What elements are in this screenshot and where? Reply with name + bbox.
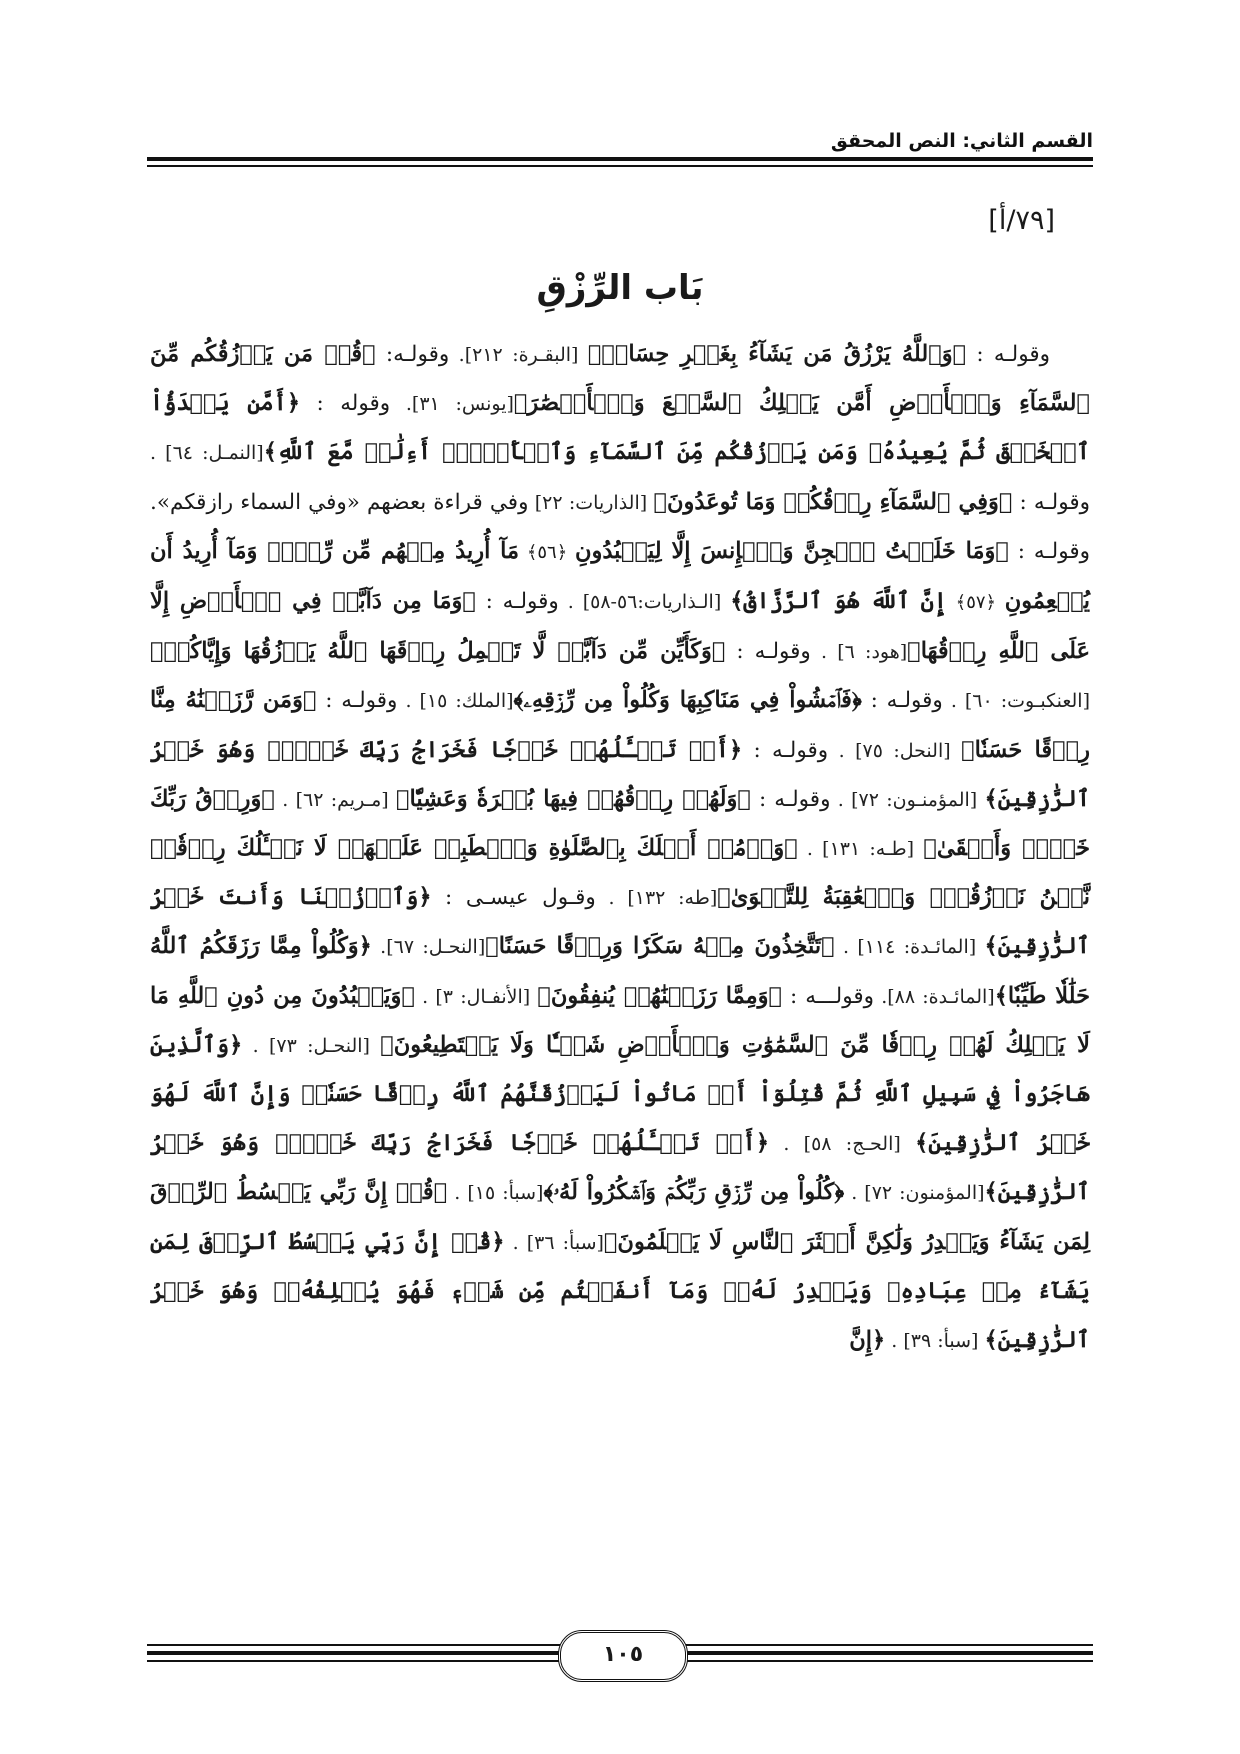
- ornate-bracket-open: ﴿: [851, 687, 862, 714]
- quran-verse: قُلۡ إِنَّ رَبِّي يَبۡسُطُ ٱلرِّزۡقَ لِمَن يَشَآءُ وَيَقۡدِرُ وَلَٰكِنَّ أَكۡثَرَ ٱلنَّاسِ لَا يَعۡلَمُونَ: [150, 1179, 1091, 1255]
- verse-citation: [الذاريات: ٢٢]: [528, 491, 654, 514]
- ornate-bracket-open: ﴿: [401, 982, 415, 1009]
- chapter-title: بَاب الرِّزْقِ: [536, 268, 704, 308]
- ornate-bracket-close: ﴾: [380, 1031, 394, 1058]
- body-text: [150, 330, 1090, 1560]
- verse-citation: [يونس: ٣١].: [390, 393, 514, 416]
- quran-verse: وَكَأَيِّن مِّن دَآبَّةٖ لَّا تَحۡمِلُ رِزۡقَهَا ٱللَّهُ يَرۡزُقُهَا وَإِيَّاكُمۡ: [163, 638, 712, 665]
- ornate-bracket-close: ﴾: [587, 341, 602, 367]
- verse-citation: [النحـل: ٦٧].: [371, 936, 486, 959]
- ornate-bracket-open: ﴿: [362, 341, 376, 367]
- body-paragraph: [150, 330, 1090, 1365]
- quran-verse: إِنَّ ٱللَّهَ هُوَ ٱلرَّزَّاقُ: [743, 588, 947, 615]
- prose-segment: وقولـه :: [750, 786, 831, 812]
- quran-verse: وَمَن رَّزَقۡنَٰهُ مِنَّا رِزۡقًا حَسَنٗا: [150, 687, 1090, 763]
- verse-citation: [الـذاريات:٥٦-٥٨] .: [558, 591, 731, 614]
- verse-citation: [البقـرة: ٢١٢].: [449, 344, 588, 366]
- verse-number-marker: ﴿٥٦﴾: [519, 541, 575, 563]
- verse-citation: [سبأ: ٣٦] .: [504, 1231, 604, 1254]
- ornate-bracket-open: ﴿: [998, 488, 1013, 515]
- manuscript-folio-reference: [٧٩/أ]: [988, 205, 1055, 236]
- quran-verse: وَٱرۡزُقۡنَا وَأَنتَ خَيۡرُ ٱلرَّٰزِقِينَ: [150, 884, 1090, 960]
- quran-verse: وَأۡمُرۡ أَهۡلَكَ بِٱلصَّلَوٰةِ وَٱصۡطَبِرۡ عَلَيۡهَاۖ لَا نَسۡـَٔلُكَ رِزۡقٗاۖ نَّحۡنُ نَرۡزُقُكَۗ وَٱلۡعَٰقِبَةُ لِلتَّقۡوَىٰ: [150, 835, 1090, 911]
- verse-citation: [الحـج: ٥٨] .: [769, 1133, 916, 1156]
- ornate-bracket-close: ﴾: [717, 884, 731, 911]
- quran-verse: وَفِي ٱلسَّمَآءِ رِزۡقُكُمۡ وَمَا تُوعَدُونَ: [666, 488, 999, 515]
- prose-segment: وقولـه :: [1012, 489, 1091, 515]
- ornate-bracket-close: ﴾: [485, 933, 499, 960]
- ornate-bracket-close: ﴾: [984, 785, 998, 812]
- ornate-bracket-open: ﴿: [261, 785, 275, 812]
- ornate-bracket-open: ﴿: [302, 687, 317, 714]
- prose-segment: وقولـه :: [742, 737, 829, 763]
- prose-segment: وقولـــه :: [782, 983, 875, 1009]
- quran-verse: وَكُلُواْ مِمَّا رَزَقَكُمُ ٱللَّهُ حَلَٰلٗا طَيِّبٗا: [150, 933, 1091, 1009]
- ornate-bracket-open: ﴿: [872, 1327, 886, 1354]
- verse-citation: [المائـدة: ١١٤] .: [834, 936, 985, 959]
- ornate-bracket-open: ﴿: [768, 982, 783, 1009]
- quran-verse: إِنَّ: [849, 1327, 873, 1354]
- verse-citation: [النمـل: ٦٤] .: [150, 442, 264, 465]
- ornate-bracket-close: ﴾: [994, 982, 1008, 1009]
- quran-verse: تَتَّخِذُونَ مِنۡهُ سَكَرٗا وَرِزۡقًا حَسَنًا: [498, 933, 822, 960]
- ornate-bracket-open: ﴿: [834, 1179, 845, 1206]
- ornate-bracket-close: ﴾: [396, 785, 410, 812]
- ornate-bracket-close: ﴾: [923, 835, 937, 862]
- quran-verse: وَرِزۡقُ رَبِّكَ خَيۡرٞ وَأَبۡقَىٰ: [150, 785, 1091, 862]
- verse-citation: [المؤمنـون: ٧٢] .: [830, 788, 985, 811]
- verse-citation: [سبأ: ١٥] .: [447, 1182, 544, 1205]
- quran-verse: وَمَا خَلَقۡتُ ٱلۡجِنَّ وَٱلۡإِنسَ إِلَّا لِيَعۡبُدُونِ: [574, 537, 996, 564]
- quran-verse: وَمِمَّا رَزَقۡنَٰهُمۡ يُنفِقُونَ: [550, 982, 769, 1009]
- ornate-bracket-open: ﴿: [737, 785, 751, 812]
- quran-verse: وَٱلَّذِينَ هَاجَرُواْ فِي سَبِيلِ ٱللَّهِ ثُمَّ قُتِلُوٓاْ أَوۡ مَاتُواْ لَيَرۡزُقَنَّهُمُ ٱللَّهُ رِزۡقًا حَسَنٗاۚ وَإِنَّ ٱللَّهَ لَهُوَ خَيۡرُ ٱلرَّٰزِقِينَ: [150, 1031, 1091, 1157]
- prose-segment: وقوله :: [300, 391, 391, 417]
- ornate-bracket-close: ﴾: [603, 1228, 618, 1255]
- running-header: القسم الثاني: النص المحقق: [830, 130, 1093, 152]
- quran-verse: قُلۡ إِنَّ رَبِّي يَبۡسُطُ ٱلرِّزۡقَ لِمَن يَشَآءُ مِنۡ عِبَادِهِۦ وَيَقۡدِرُ لَهُۥۚ وَمَآ أَنفَقۡتُم مِّن شَيۡءٖ فَهُوَ يُخۡلِفُهُۥۖ وَهُوَ خَيۡرُ ٱلرَّٰزِقِينَ: [150, 1228, 1090, 1354]
- verse-citation: [سبأ: ٣٩] .: [885, 1330, 985, 1353]
- ornate-bracket-open: ﴿: [491, 1228, 505, 1255]
- ornate-bracket-open: ﴿: [418, 884, 432, 911]
- ornate-bracket-open: ﴿: [821, 933, 835, 960]
- ornate-bracket-open: ﴿: [229, 1031, 243, 1058]
- ornate-bracket-close: ﴾: [653, 488, 667, 515]
- quran-verse: أَمۡ تَسۡـَٔلُهُمۡ خَرۡجٗا فَخَرَاجُ رَبِّكَ خَيۡرٞۖ وَهُوَ خَيۡرُ ٱلرَّٰزِقِينَ: [150, 1130, 1090, 1206]
- prose-segment: وقولـه:: [375, 342, 450, 367]
- quran-verse: وَٱللَّهُ يَرْزُقُ مَن يَشَآءُ بِغَيۡرِ حِسَابٖ: [601, 341, 953, 367]
- prose-segment: وفي قراءة بعضهم «وفي السماء رازقكم». وقولـه :: [150, 489, 1090, 564]
- ornate-bracket-close: ﴾: [543, 1179, 554, 1206]
- ornate-bracket-close: ﴾: [984, 1179, 998, 1206]
- verse-citation: [طـه: ١٣١] .: [797, 838, 924, 861]
- quran-verse: فَٱمۡشُواْ فِي مَنَاكِبِهَا وَكُلُواْ مِن رِّزۡقِهِۦ: [523, 687, 852, 714]
- verse-citation: [النحل: ٧٥] .: [828, 739, 962, 762]
- verse-citation: [النحـل: ٧٣] .: [242, 1034, 381, 1057]
- quran-verse: أَمۡ تَسۡـَٔلُهُمۡ خَرۡجٗا فَخَرَاجُ رَبِّكَ خَيۡرٞۖ وَهُوَ خَيۡرُ ٱلرَّٰزِقِينَ: [150, 736, 1091, 812]
- verse-citation: [المائـدة: ٨٨].: [874, 985, 995, 1008]
- ornate-bracket-open: ﴿: [358, 933, 372, 960]
- quran-verse: مَآ أُرِيدُ مِنۡهُم مِّن رِّزۡقٖ وَمَآ أُرِيدُ أَن يُطۡعِمُونِ: [150, 537, 1090, 615]
- ornate-bracket-close: ﴾: [150, 638, 164, 665]
- quran-verse: وَلَهُمۡ رِزۡقُهُمۡ فِيهَا بُكۡرَةٗ وَعَشِيّٗا: [409, 785, 738, 812]
- page-number: ١٠٥: [558, 1630, 688, 1682]
- verse-citation: [المؤمنون: ٧٢] .: [844, 1182, 985, 1205]
- ornate-bracket-open: ﴿: [995, 537, 1009, 564]
- ornate-bracket-close: ﴾: [984, 1327, 998, 1354]
- ornate-bracket-close: ﴾: [513, 687, 524, 714]
- ornate-bracket-open: ﴿: [755, 1130, 770, 1157]
- quran-verse: أَمَّن يَبۡدَؤُاْ ٱلۡخَلۡقَ ثُمَّ يُعِيدُهُۥ وَمَن يَرۡزُقُكُم مِّنَ ٱلسَّمَآءِ وَٱلۡأَرۡضِۗ أَءِلَٰهٞ مَّعَ ٱللَّهِ: [150, 390, 1090, 466]
- ornate-bracket-open: ﴿: [286, 390, 300, 417]
- prose-segment: وقولـه :: [725, 639, 811, 665]
- ornate-bracket-open: ﴿: [784, 835, 798, 862]
- ornate-bracket-close: ﴾: [537, 982, 551, 1009]
- ornate-bracket-open: ﴿: [433, 1179, 448, 1206]
- ornate-bracket-close: ﴾: [263, 439, 277, 466]
- ornate-bracket-close: ﴾: [513, 390, 528, 417]
- ornate-bracket-open: ﴿: [952, 341, 967, 367]
- prose-segment: وقولـه :: [316, 688, 398, 714]
- verse-citation: [مـريم: ٦٢] .: [274, 788, 397, 811]
- ornate-bracket-open: ﴿: [711, 638, 726, 665]
- ornate-bracket-open: ﴿: [462, 588, 476, 615]
- quran-verse: قُلۡ مَن يَرۡزُقُكُم مِّنَ ٱلسَّمَآءِ وَٱلۡأَرۡضِ أَمَّن يَمۡلِكُ ٱلسَّمۡعَ وَٱلۡأَبۡصَٰرَ: [150, 341, 1091, 417]
- header-rule-thin: [147, 165, 1093, 167]
- quran-verse: وَيَعۡبُدُونَ مِن دُونِ ٱللَّهِ مَا لَا يَمۡلِكُ لَهُمۡ رِزۡقٗا مِّنَ ٱلسَّمَٰوَٰتِ وَٱلۡأَرۡضِ شَيۡـٔٗا وَلَا يَسۡتَطِيعُونَ: [150, 982, 1091, 1058]
- verse-citation: [الأنفـال: ٣] .: [414, 985, 538, 1008]
- prose-segment: وقولـه :: [861, 688, 943, 714]
- prose-segment: وقولـه :: [475, 589, 559, 615]
- ornate-bracket-close: ﴾: [730, 588, 744, 615]
- ornate-bracket-close: ﴾: [961, 736, 975, 763]
- verse-citation: [العنكبـوت: ٦٠] .: [942, 690, 1091, 713]
- verse-number-marker: ﴿٥٧﴾: [947, 592, 1005, 614]
- verse-citation: [الملك: ١٥] .: [397, 690, 514, 713]
- prose-segment: وقـول عيسـى :: [431, 885, 596, 911]
- ornate-bracket-close: ﴾: [915, 1130, 929, 1157]
- header-rule-thick: [147, 157, 1093, 161]
- ornate-bracket-close: ﴾: [907, 638, 921, 665]
- ornate-bracket-close: ﴾: [984, 933, 998, 960]
- ornate-bracket-open: ﴿: [729, 736, 743, 763]
- verse-citation: [هود: ٦] .: [810, 641, 908, 664]
- quran-verse: وَمَا مِن دَآبَّةٖ فِي ٱلۡأَرۡضِ إِلَّا عَلَى ٱللَّهِ رِزۡقُهَا: [150, 588, 1091, 665]
- quran-verse: كُلُواْ مِن رِّزۡقِ رَبِّكُمۡ وَٱشۡكُرُواْ لَهُۥ: [553, 1179, 835, 1206]
- prose-segment: وقولـه :: [966, 342, 1050, 367]
- verse-citation: [طه: ١٣٢] .: [595, 887, 718, 910]
